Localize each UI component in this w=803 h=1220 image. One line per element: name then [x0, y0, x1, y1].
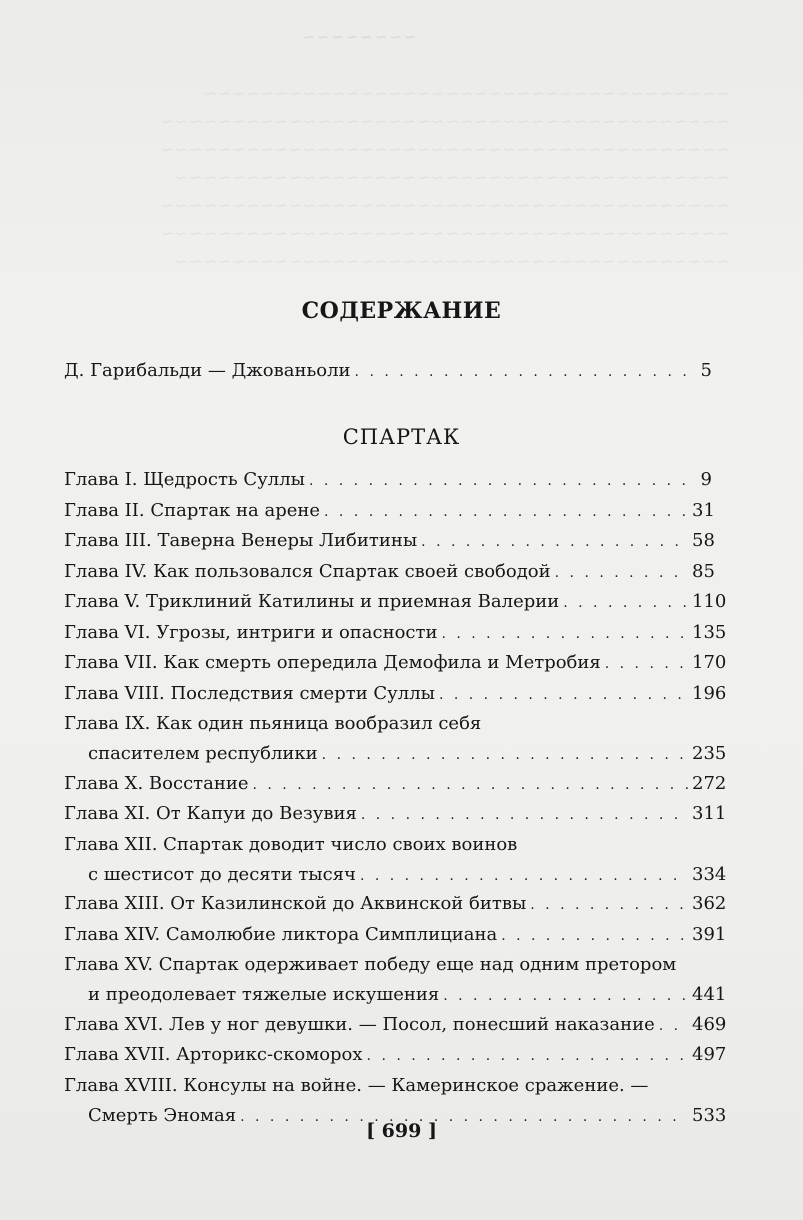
toc-entry-title: Глава XIII. От Казилинской до Аквинской битвы — [64, 893, 527, 914]
leader-dots — [443, 981, 688, 1011]
toc-entry-page: 135 — [692, 621, 727, 643]
toc-entry-title: Глава III. Таверна Венеры Либитины — [64, 530, 418, 551]
leader-dots — [563, 588, 688, 618]
toc-entry-page: 391 — [692, 923, 727, 945]
toc-entry-chapter[interactable] — [64, 1040, 727, 1070]
toc-entry-page: 31 — [692, 499, 715, 521]
toc-entry-page: 441 — [692, 984, 727, 1005]
leader-dots — [501, 921, 688, 951]
toc-entry-title: Глава XVII. Арторикс-скоморох — [64, 1044, 363, 1065]
toc-entry-title: Глава II. Спартак на арене — [64, 499, 321, 521]
toc-entry-page: 497 — [692, 1044, 727, 1065]
toc-entry-page: 110 — [692, 591, 727, 612]
leader-dots — [309, 466, 688, 496]
toc-entry-title: Глава V. Триклиний Катилины и приемная Валерии — [64, 591, 560, 612]
toc-entry-title-continued: с шестисот до десяти тысяч — [88, 863, 356, 885]
toc-entry-title: Глава I. Щедрость Суллы — [64, 469, 305, 490]
section-title: СПАРТАК — [342, 425, 461, 449]
toc-entry-title-continued: Смерть Эномая — [88, 1104, 237, 1126]
toc-entry-title: Глава IX. Как один пьяница вообразил себя — [64, 713, 482, 734]
toc-entry-page: 469 — [692, 1013, 727, 1035]
toc-entry-chapter[interactable] — [64, 679, 727, 709]
toc-entry-title: Глава XIV. Самолюбие ликтора Симплициана — [64, 923, 498, 945]
leader-dots — [355, 357, 688, 387]
bleed-through-text: ~~~~~~~~~~~~~~~~~~~~~~~~~~~~~~~~~~~~~ ~~~~~~~~~~~~~~~~~~~~~~~~~~~~~~~~~~~~~~~~ ~~~~~~~~~~~~~~~~~~~~~~~~~~~~~~~~~~~~~~~~ ~~~~~~~~~~~~~~~~~~~~~~~~~~~~~~~~~~~~~~~ ~~~~~~~~~~~~~~~~~~~~~~~~~~~~~~~~~~~~~~~~ ~~~~~~~~~~~~~~~~~~~~~~~~~~~~~~~~~~~~~~~~ ~~~~~~~~~~~~~~~~~~~~~~~~~~~~~~~~~~~~~~~ — [160, 84, 730, 272]
toc-entry-title: Глава X. Восстание — [64, 772, 249, 794]
leader-dots — [555, 558, 688, 588]
toc-entry-page: 196 — [692, 682, 727, 704]
leader-dots — [253, 770, 689, 800]
page-title: СОДЕРЖАНИЕ — [301, 298, 502, 324]
toc-entry-chapter[interactable] — [64, 830, 727, 890]
toc-entry-page: 362 — [692, 893, 727, 914]
toc-entry-title: Глава XV. Спартак одерживает победу еще над одним претором — [64, 954, 677, 975]
toc-entry-chapter[interactable] — [64, 557, 715, 587]
toc-entry-page: 272 — [692, 772, 727, 794]
toc-entry-chapter[interactable] — [64, 920, 727, 950]
toc-entry-page: 85 — [692, 560, 715, 582]
leader-dots — [361, 800, 688, 830]
toc-entry-intro[interactable] — [64, 356, 712, 386]
toc-entry-page: 311 — [692, 803, 727, 824]
toc-entry-chapter[interactable] — [64, 950, 727, 1010]
toc-entry-page: 5 — [700, 360, 712, 381]
toc-entry-title: Глава IV. Как пользовался Спартак своей свободой — [64, 560, 551, 582]
leader-dots — [659, 1011, 688, 1041]
toc-entry-chapter[interactable] — [64, 769, 727, 799]
toc-entry-title: Глава VII. Как смерть опередила Демофила и Метробия — [64, 652, 601, 673]
toc-entry-title: Глава VI. Угрозы, интриги и опасности — [64, 621, 438, 643]
toc-entry-title: Глава XI. От Капуи до Везувия — [64, 803, 357, 824]
toc-entry-title-continued: и преодолевает тяжелые искушения — [88, 984, 440, 1005]
leader-dots — [439, 680, 688, 710]
leader-dots — [367, 1041, 688, 1071]
toc-entry-chapter[interactable] — [64, 889, 727, 919]
toc-entry-page: 533 — [692, 1104, 727, 1126]
toc-entry-title: Глава VIII. Последствия смерти Суллы — [64, 682, 435, 704]
toc-entry-chapter[interactable] — [64, 587, 727, 617]
toc-entry-page: 334 — [692, 863, 727, 885]
toc-entry-page: 9 — [700, 469, 712, 490]
leader-dots — [360, 861, 688, 891]
toc-entry-page: 170 — [692, 652, 727, 673]
toc-entry-page: 58 — [692, 530, 715, 551]
toc-entry-chapter[interactable] — [64, 648, 727, 678]
toc-entry-title-continued: спасителем республики — [88, 743, 318, 764]
toc-entry-title: Глава XVIII. Консулы на войне. — Камеринское сражение. — — [64, 1074, 649, 1096]
leader-dots — [605, 649, 688, 679]
toc-entry-chapter[interactable] — [64, 526, 715, 556]
toc-entry-title: Д. Гарибальди — Джованьоли — [64, 360, 351, 381]
page-number: [ 699 ] — [366, 1120, 437, 1142]
toc-entry-page: 235 — [692, 743, 727, 764]
toc-entry-chapter[interactable] — [64, 1010, 727, 1040]
toc-entry-title: Глава XII. Спартак доводит число своих воинов — [64, 833, 518, 855]
leader-dots — [421, 527, 688, 557]
leader-dots — [530, 890, 688, 920]
toc-entry-chapter[interactable] — [64, 709, 727, 769]
leader-dots — [441, 619, 688, 649]
toc-entry-chapter[interactable] — [64, 496, 715, 526]
bleed-through-text: ~~~~~~~~ — [300, 28, 417, 46]
toc-entry-chapter[interactable] — [64, 799, 727, 829]
toc-entry-chapter[interactable] — [64, 465, 712, 495]
toc-entry-chapter[interactable] — [64, 618, 727, 648]
leader-dots — [324, 497, 688, 527]
toc-entry-title: Глава XVI. Лев у ног девушки. — Посол, понесший наказание — [64, 1013, 655, 1035]
leader-dots — [322, 740, 688, 770]
